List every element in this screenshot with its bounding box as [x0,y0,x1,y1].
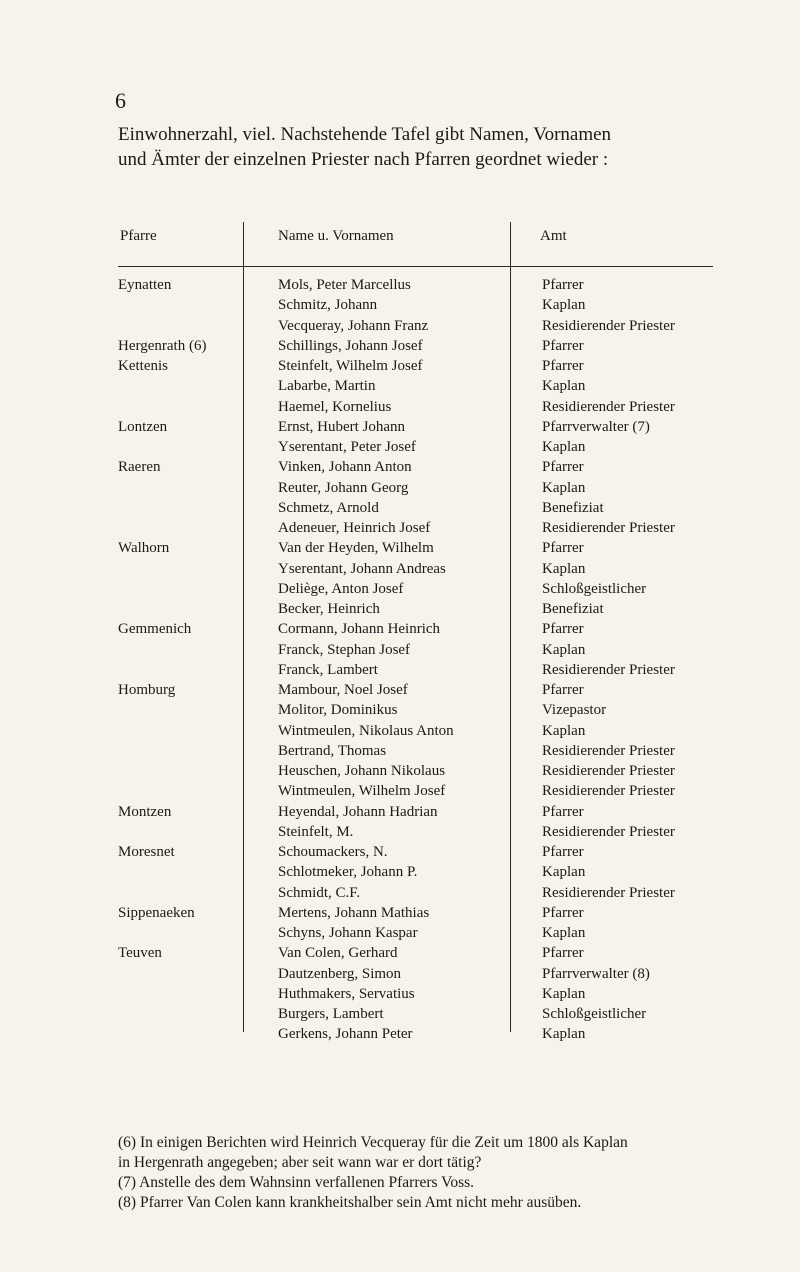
page-number: 6 [115,88,126,113]
table-row [0,721,800,741]
row-office: Residierender Priester [542,884,675,901]
row-name: Deliège, Anton Josef [278,580,404,597]
table-row [0,660,800,680]
row-name: Burgers, Lambert [278,1006,384,1022]
row-office: Residierender Priester [542,783,675,800]
table-row [0,883,800,903]
row-name: Bertrand, Thomas [278,742,387,759]
intro-line: Einwohnerzahl, viel. Nachstehende Tafel gibt Namen, Vornamen [118,124,612,145]
table-row [0,316,800,336]
row-parish: Walhorn [118,540,170,557]
table-row [0,1024,800,1044]
table-row [0,498,800,518]
row-office: Kaplan [542,641,586,658]
row-office: Kaplan [542,297,586,314]
table-row [0,295,800,315]
row-office: Kaplan [542,985,586,1002]
table-row [0,559,800,579]
row-office: Kaplan [542,925,586,941]
footnotes [118,1133,758,1213]
row-parish: Lontzen [118,418,168,435]
row-parish: Gemmenich [118,621,192,638]
row-office: Kaplan [542,479,586,496]
table-row [0,741,800,761]
header-office: Amt [540,228,567,244]
table-row [0,640,800,660]
row-name: Schmitz, Johann [278,297,378,314]
row-parish: Sippenaeken [118,904,195,921]
row-name: Heuschen, Johann Nikolaus [278,763,446,779]
row-name: Cormann, Johann Heinrich [278,621,441,638]
table-row [0,984,800,1004]
priest-table [0,275,800,1045]
row-name: Huthmakers, Servatius [278,985,415,1002]
row-name: Ernst, Hubert Johann [278,418,406,435]
table-row [0,923,800,943]
table-row [0,599,800,619]
row-office: Pfarrer [542,803,584,820]
row-office: Kaplan [542,439,586,455]
row-office: Kaplan [542,378,586,395]
row-name: Vinken, Johann Anton [278,459,412,476]
row-name: Van der Heyden, Wilhelm [278,540,434,557]
row-office: Pfarrer [542,358,584,374]
row-name: Wintmeulen, Nikolaus Anton [278,722,454,739]
row-name: Vecqueray, Johann Franz [278,317,429,334]
row-office: Pfarrer [542,540,584,557]
table-row [0,964,800,984]
row-office: Pfarrer [542,682,584,698]
row-office: Kaplan [542,864,586,881]
row-name: Van Colen, Gerhard [278,945,398,962]
table-row [0,761,800,781]
table-row [0,376,800,396]
row-office: Vizepastor [542,702,607,719]
row-office: Residierender Priester [542,742,675,759]
row-parish: Teuven [118,945,162,962]
table-row [0,700,800,720]
intro-paragraph [118,122,730,172]
row-office: Residierender Priester [542,317,675,334]
row-name: Schmetz, Arnold [278,499,379,516]
row-office: Benefiziat [542,601,604,617]
table-row [0,538,800,558]
row-parish: Hergenrath (6) [118,337,207,354]
row-office: Pfarrer [542,459,584,476]
table-row [0,437,800,457]
row-office: Residierender Priester [542,661,675,678]
row-name: Wintmeulen, Wilhelm Josef [278,783,446,800]
row-name: Dautzenberg, Simon [278,965,402,982]
table-row [0,336,800,356]
header-parish: Pfarre [120,228,157,244]
table-row [0,680,800,700]
footnote-6: (6) In einigen Berichten wird Heinrich Vecqueray für die Zeit um 1800 als Kaplan [118,1134,628,1151]
row-office: Pfarrer [542,945,584,962]
row-office: Schloßgeistlicher [542,1006,647,1022]
table-row [0,822,800,842]
row-parish: Raeren [118,459,161,476]
footnote-6-continued: in Hergenrath angegeben; aber seit wann war er dort tätig? [118,1154,482,1171]
row-name: Mols, Peter Marcellus [278,277,411,293]
row-parish: Moresnet [118,844,175,860]
row-parish: Eynatten [118,277,172,293]
row-name: Mertens, Johann Mathias [278,904,430,921]
row-name: Adeneuer, Heinrich Josef [278,520,431,536]
footnote-8: (8) Pfarrer Van Colen kann krankheitshalber sein Amt nicht mehr ausüben. [118,1194,582,1211]
row-office: Residierender Priester [542,763,675,779]
row-name: Becker, Heinrich [278,601,380,617]
intro-line: und Ämter der einzelnen Priester nach Pfarren geordnet wieder : [118,149,609,170]
row-office: Kaplan [542,722,586,739]
row-office: Pfarrverwalter (8) [542,965,650,982]
row-name: Yserentant, Peter Josef [278,439,416,455]
row-name: Schlotmeker, Johann P. [278,864,418,881]
table-row [0,862,800,882]
row-name: Reuter, Johann Georg [278,479,409,496]
row-office: Pfarrer [542,621,584,638]
row-name: Labarbe, Martin [278,378,376,395]
table-row [0,1004,800,1024]
row-name: Franck, Lambert [278,661,378,678]
row-name: Schyns, Johann Kaspar [278,925,418,941]
table-row [0,275,800,295]
row-office: Residierender Priester [542,398,675,415]
table-row [0,781,800,801]
row-office: Residierender Priester [542,520,675,536]
table-row [0,802,800,822]
header-name: Name u. Vornamen [278,228,394,244]
row-office: Pfarrer [542,337,584,354]
row-name: Franck, Stephan Josef [278,641,411,658]
table-row [0,619,800,639]
table-row [0,478,800,498]
table-row [0,397,800,417]
row-name: Yserentant, Johann Andreas [278,560,446,577]
row-name: Mambour, Noel Josef [278,682,408,698]
table-row [0,356,800,376]
row-office: Pfarrer [542,904,584,921]
table-row [0,943,800,963]
row-name: Steinfelt, Wilhelm Josef [278,358,423,374]
row-name: Molitor, Dominikus [278,702,398,719]
row-name: Gerkens, Johann Peter [278,1026,413,1043]
row-name: Schoumackers, N. [278,844,388,860]
row-office: Residierender Priester [542,823,675,840]
row-office: Pfarrer [542,277,584,293]
table-header-rule [118,266,713,267]
row-name: Schillings, Johann Josef [278,337,423,354]
footnote-7: (7) Anstelle des dem Wahnsinn verfallenen Pfarrers Voss. [118,1174,475,1191]
table-row [0,518,800,538]
row-office: Pfarrer [542,844,584,860]
table-header [0,228,800,252]
row-office: Benefiziat [542,499,604,516]
row-parish: Homburg [118,682,176,698]
row-name: Heyendal, Johann Hadrian [278,803,438,820]
row-office: Kaplan [542,560,586,577]
table-row [0,457,800,477]
table-row [0,903,800,923]
table-row [0,842,800,862]
row-parish: Kettenis [118,358,168,374]
table-row [0,417,800,437]
row-name: Haemel, Kornelius [278,398,392,415]
row-parish: Montzen [118,803,172,820]
row-name: Steinfelt, M. [278,823,354,840]
row-office: Pfarrverwalter (7) [542,418,650,435]
table-row [0,579,800,599]
row-office: Schloßgeistlicher [542,580,647,597]
row-office: Kaplan [542,1026,586,1043]
row-name: Schmidt, C.F. [278,884,361,901]
